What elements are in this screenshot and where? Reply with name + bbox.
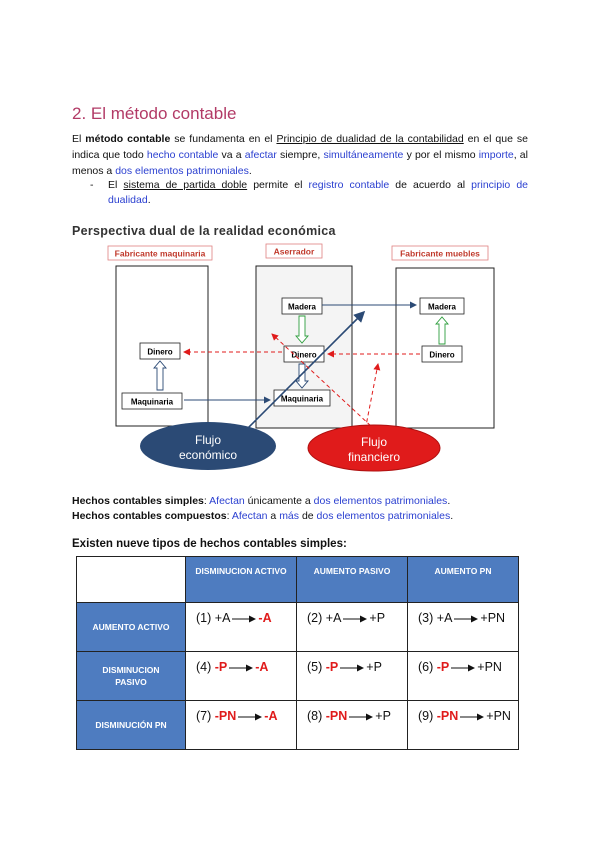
- hechos-compuestos-verb: Afectan: [231, 510, 268, 522]
- arrow-right-icon: [454, 615, 478, 623]
- cell-from: -PN: [214, 709, 237, 723]
- hechos-compuestos-obj: dos elementos patrimoniales: [316, 510, 451, 522]
- hechos-mid: a: [267, 510, 280, 522]
- node-dinero-right-label: Dinero: [429, 350, 455, 360]
- arrow-right-icon: [451, 664, 475, 672]
- cell-to: +P: [375, 709, 391, 723]
- bullet-partida-doble: sistema de partida doble: [123, 179, 248, 191]
- cell-7: [186, 701, 297, 750]
- row-header-disminucion-pasivo: [77, 652, 186, 701]
- cell-num: (6): [418, 660, 434, 674]
- intro-hecho-contable: hecho contable: [146, 149, 219, 161]
- cell-from: +A: [214, 611, 231, 625]
- cell-num: (7): [196, 709, 212, 723]
- hechos-block: [72, 494, 453, 524]
- hechos-end: .: [447, 495, 451, 507]
- intro-paragraph: [72, 131, 528, 179]
- cell-6: [408, 652, 519, 701]
- flujo-economico-line1: Flujo: [194, 433, 222, 447]
- intro-text: va a: [218, 149, 245, 161]
- table-corner-cell: [77, 557, 186, 603]
- hechos-compuestos-mas: más: [279, 510, 300, 522]
- cell-num: (9): [418, 709, 434, 723]
- cell-from: -PN: [325, 709, 348, 723]
- intro-principio: Principio de dualidad de la contabilidad: [276, 133, 464, 145]
- node-maquinaria-mid-label: Maquinaria: [280, 394, 324, 404]
- hechos-simples-obj: dos elementos patrimoniales: [313, 495, 448, 507]
- col-header-aumento-pn: AUMENTO PN: [408, 557, 519, 603]
- cell-to: +PN: [477, 660, 502, 674]
- section-title: 2. El método contable: [72, 104, 237, 123]
- bullet-part: permite el: [247, 179, 309, 191]
- cell-to: -A: [264, 709, 278, 723]
- cell-from: +A: [325, 611, 342, 625]
- row-header-line: AUMENTO ACTIVO: [92, 622, 170, 632]
- arrow-right-icon: [229, 664, 253, 672]
- intro-text: se fundamenta en el: [170, 133, 277, 145]
- cell-8: [297, 701, 408, 750]
- table-header-row: [77, 557, 519, 603]
- cell-3: [408, 603, 519, 652]
- cell-to: -A: [258, 611, 272, 625]
- bullet-dash: -: [90, 179, 94, 191]
- cell-num: (1): [196, 611, 212, 625]
- cell-to: +PN: [486, 709, 511, 723]
- node-madera-right-label: Madera: [427, 302, 457, 312]
- intro-text: siempre,: [276, 149, 324, 161]
- table-row: [77, 603, 519, 652]
- label-fabricante-maquinaria: Fabricante maquinaria: [114, 248, 206, 259]
- bullet-registro: registro contable: [308, 179, 390, 191]
- intro-text: .: [248, 165, 252, 177]
- hechos-simples-verb: Afectan: [209, 495, 245, 507]
- cell-num: (5): [307, 660, 323, 674]
- row-header-disminucion-pn: [77, 701, 186, 750]
- arrow-right-icon: [232, 615, 256, 623]
- cell-to: +P: [369, 611, 386, 625]
- intro-text: en el que se indica que todo: [72, 133, 528, 161]
- cell-to: -A: [255, 660, 269, 674]
- hechos-table: [76, 556, 519, 750]
- intro-text: El: [72, 133, 86, 145]
- arrow-right-icon: [349, 713, 373, 721]
- hechos-sep: :: [203, 495, 210, 507]
- hechos-compuestos-line: [72, 509, 453, 524]
- cell-from: -P: [325, 660, 339, 674]
- cell-5: [297, 652, 408, 701]
- table-row: [77, 701, 519, 750]
- bullet-text: [108, 178, 528, 208]
- table-row: [77, 652, 519, 701]
- col-header-disminucion-activo: DISMINUCION ACTIVO: [186, 557, 297, 603]
- cell-to: +P: [366, 660, 382, 674]
- intro-elementos: dos elementos patrimoniales: [115, 165, 249, 177]
- intro-importe: importe: [478, 149, 514, 161]
- intro-text: y por el mismo: [403, 149, 479, 161]
- table-title: Existen nueve tipos de hechos contables simples:: [72, 538, 347, 550]
- cell-4: [186, 652, 297, 701]
- flujo-economico-line2: económico: [178, 448, 238, 462]
- row-header-line: DISMINUCION: [102, 665, 160, 675]
- intro-simultaneamente: simultáneamente: [323, 149, 404, 161]
- hechos-mid: de: [299, 510, 317, 522]
- hechos-simples-label: Hechos contables simples: [72, 495, 204, 507]
- cell-num: (4): [196, 660, 212, 674]
- label-aserrador: Aserrador: [273, 246, 315, 257]
- cell-from: -PN: [436, 709, 459, 723]
- node-maquinaria-left-label: Maquinaria: [130, 397, 174, 407]
- bullet-principio: principio de dualidad: [108, 179, 528, 206]
- row-header-line: PASIVO: [115, 677, 147, 687]
- intro-term-metodo: método contable: [85, 133, 171, 145]
- node-madera-mid-label: Madera: [287, 302, 317, 312]
- cell-from: -P: [436, 660, 450, 674]
- hechos-compuestos-label: Hechos contables compuestos: [72, 510, 227, 522]
- hechos-sep: :: [226, 510, 232, 522]
- hechos-simples-line: [72, 494, 453, 509]
- cell-num: (2): [307, 611, 323, 625]
- arrow-right-icon: [340, 664, 364, 672]
- cell-1: [186, 603, 297, 652]
- diagram-title: Perspectiva dual de la realidad económica: [72, 224, 336, 238]
- arrow-right-icon: [238, 713, 262, 721]
- bullet-item: [90, 178, 528, 208]
- dual-perspective-diagram: [96, 240, 516, 472]
- cell-9: [408, 701, 519, 750]
- intro-text: , al menos a: [72, 149, 528, 177]
- row-header-aumento-activo: [77, 603, 186, 652]
- node-dinero-mid-label: Dinero: [291, 350, 317, 360]
- node-dinero-left-label: Dinero: [147, 347, 173, 357]
- cell-from: -P: [214, 660, 228, 674]
- bullet-part: El: [108, 179, 124, 191]
- flujo-financiero-line1: Flujo: [360, 435, 388, 449]
- cell-to: +PN: [480, 611, 506, 625]
- cell-2: [297, 603, 408, 652]
- hechos-end: .: [450, 510, 454, 522]
- flujo-financiero-line2: financiero: [347, 450, 401, 464]
- row-header-line: DISMINUCIÓN PN: [95, 720, 167, 730]
- hechos-mid: únicamente a: [244, 495, 314, 507]
- cell-from: +A: [436, 611, 453, 625]
- cell-num: (3): [418, 611, 434, 625]
- intro-afectar: afectar: [244, 149, 277, 161]
- label-fabricante-muebles: Fabricante muebles: [400, 248, 480, 259]
- cell-num: (8): [307, 709, 323, 723]
- bullet-part: .: [147, 194, 151, 206]
- arrow-right-icon: [460, 713, 484, 721]
- arrow-right-icon: [343, 615, 367, 623]
- col-header-aumento-pasivo: AUMENTO PASIVO: [297, 557, 408, 603]
- bullet-part: de acuerdo al: [389, 179, 472, 191]
